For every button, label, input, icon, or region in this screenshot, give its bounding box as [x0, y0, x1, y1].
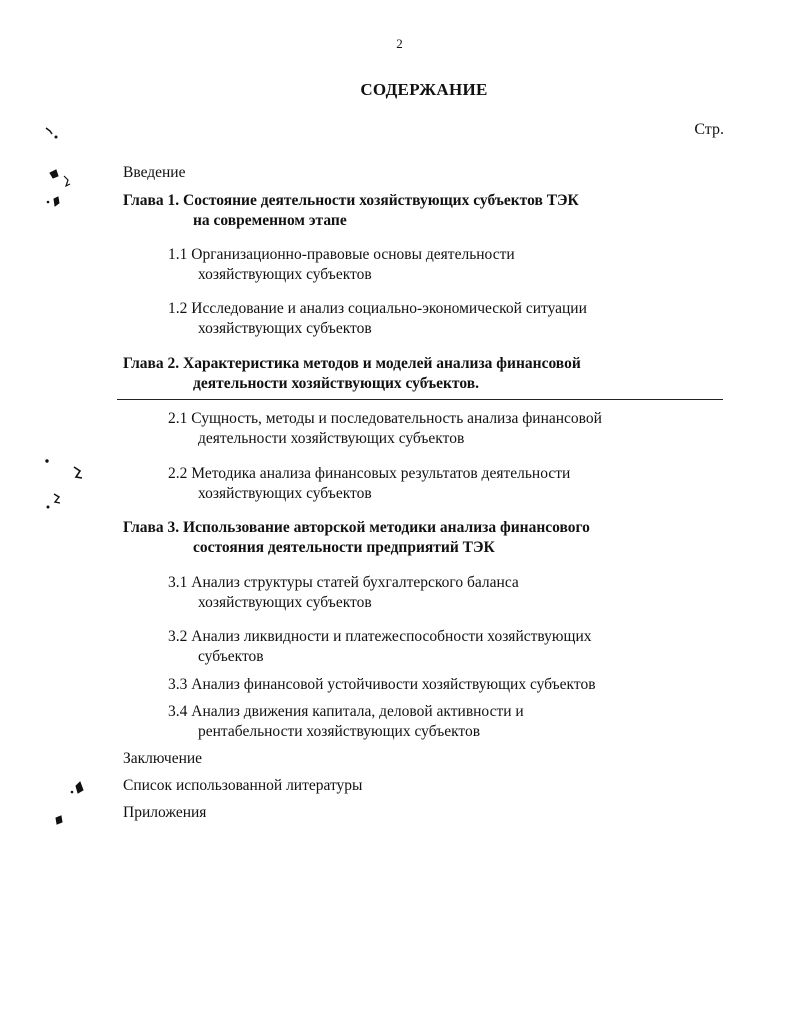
toc-entry-text: Список использованной литературы: [123, 777, 363, 794]
toc-entry-text: Глава 1. Состояние деятельности хозяйствующих субъектов ТЭК: [123, 192, 579, 209]
toc-entry-text: Глава 3. Использование авторской методики анализа финансового: [123, 519, 590, 536]
toc-entry-text: 3.4 Анализ движения капитала, деловой активности и: [168, 703, 524, 720]
toc-entry-text: хозяйствующих субъектов: [198, 485, 372, 502]
toc-entry-text: Заключение: [123, 750, 203, 767]
toc-entry-text: состояния деятельности предприятий ТЭК: [193, 539, 495, 556]
toc-entry-text: хозяйствующих субъектов: [198, 266, 372, 283]
toc-entry-text: 3.3 Анализ финансовой устойчивости хозяйствующих субъектов: [168, 676, 596, 693]
toc-entry-text: 2.2 Методика анализа финансовых результатов деятельности: [168, 465, 571, 482]
toc-entry-text: 3.2 Анализ ликвидности и платежеспособности хозяйствующих: [168, 628, 592, 645]
page-title: СОДЕРЖАНИЕ: [360, 80, 488, 99]
scan-speck-marks: [0, 0, 100, 840]
toc-entry-text: 2.1 Сущность, методы и последовательность анализа финансовой: [168, 410, 602, 427]
divider-line: [117, 399, 723, 400]
toc-entry-text: 1.2 Исследование и анализ социально-экономической ситуации: [168, 300, 587, 317]
page-column-label: Стр.: [694, 121, 724, 138]
toc-entry-text: 3.1 Анализ структуры статей бухгалтерского баланса: [168, 574, 519, 591]
toc-entry-text: деятельности хозяйствующих субъектов: [198, 430, 465, 447]
toc-entry-text: 1.1 Организационно-правовые основы деятельности: [168, 246, 515, 263]
toc-entry-text: Введение: [123, 164, 186, 181]
toc-entry-text: деятельности хозяйствующих субъектов.: [193, 375, 479, 392]
toc-entry-text: рентабельности хозяйствующих субъектов: [198, 723, 481, 740]
toc-entry-text: субъектов: [198, 648, 264, 665]
toc-entry-text: хозяйствующих субъектов: [198, 594, 372, 611]
page-number: 2: [396, 36, 403, 51]
toc-entry-text: Приложения: [123, 804, 207, 821]
toc-entry-text: хозяйствующих субъектов: [198, 320, 372, 337]
toc-entry-text: Глава 2. Характеристика методов и моделей анализа финансовой: [123, 355, 581, 372]
toc-entry-text: на современном этапе: [193, 212, 347, 229]
